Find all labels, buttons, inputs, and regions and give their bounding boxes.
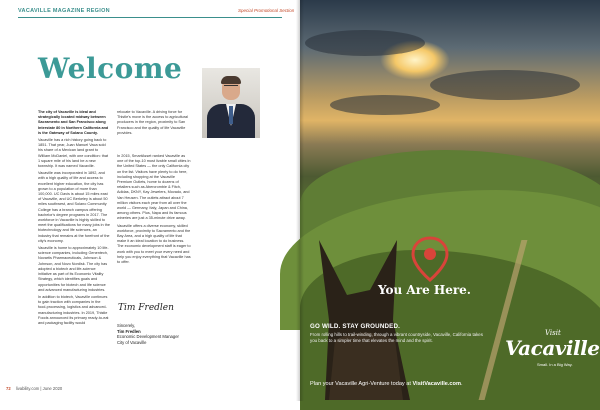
page-footer xyxy=(6,386,62,391)
ad-headline: GO WILD. STAY GROUNDED. xyxy=(310,323,401,330)
vacaville-logo: Vacaville xyxy=(505,336,600,360)
signer-name: Tim Fredlen xyxy=(117,328,141,334)
you-are-here-tagline: You Are Here. xyxy=(378,283,471,297)
logo-tagline: Small. In a Big Way. xyxy=(537,362,573,367)
ad-copy: From rolling hills to trail-winding, through a vibrant countryside, Vacaville, California takes you back to a simpler time that elevates the mind and the spirit. xyxy=(310,332,483,343)
left-page xyxy=(0,0,300,401)
signer-org: City of Vacaville xyxy=(117,339,147,345)
section-header: VACAVILLE MAGAZINE REGION xyxy=(18,8,110,14)
paragraph: Vacaville was incorporated in 1892, and with a high quality of life and access to excellent higher education, the city has grown to a population of more than 100,000. UC Davis is about 15 miles east of Vacaville, and UC Berkeley is about 50 miles southwest, and Solano Community College has a branch campus offering bachelor's degree programs in 2017. The workforce in Vacaville is highly skilled to meet the qualifications for many jobs in the biotechnology and life sciences, an industry that remains at the forefront of the city's economy. xyxy=(38,171,110,243)
cloud xyxy=(305,30,425,56)
paragraph: Vacaville is home to approximately 10 life-science companies, including Genentech, Novartis Pharmaceuticals, Johnson & Johnson, and Novo Nordisk. The city has adopted a biotech and life-science initiative as part of its Economic Vitality Strategy, which identifies goals and opportunities for biotech and life science and advanced manufacturing industries. xyxy=(38,246,109,292)
cta-suffix: . xyxy=(460,381,463,387)
page-number: 72 xyxy=(6,386,11,391)
special-section-label: Special Promotional Section xyxy=(238,8,295,13)
paragraph: Vacaville offers a diverse economy, skilled workforce, proximity to Sacramento and the Bay Area, and a high quality of life that make it an ideal location to do business. The economic development staff is eager to work with you to meet your every need and help you enjoy everything that Vacaville has to offer. xyxy=(117,223,191,265)
signer-title: Economic Development Manager xyxy=(117,334,179,339)
signature: Tim Fredlen xyxy=(118,303,174,313)
cloud xyxy=(430,70,580,100)
paragraph: In addition to biotech, Vacaville continues to gain traction with companies in the food-processing, logistics and advanced-manufacturing industries. In 2019, Thistle Foods announced its primary ready-to-eat and packaging facility would xyxy=(38,294,109,325)
cta-url-link[interactable]: VisitVacaville.com xyxy=(412,381,461,387)
salutation: Sincerely, xyxy=(117,323,136,328)
paragraph: relocate to Vacaville. A driving force for Thistle's move is the access to agricultural producers in the region, proximity to San Francisco and the quality of life Vacaville provides. xyxy=(117,110,188,135)
ad-call-to-action xyxy=(310,381,463,387)
page-gutter xyxy=(296,0,304,401)
article-column-2 xyxy=(117,154,191,267)
cloud xyxy=(330,95,440,115)
header-rule xyxy=(18,17,282,18)
paragraph: In 2015, SmartAsset ranked Vacaville as one of the top-10 most livable small cities in the United States — the only California city on the list. Visitors have plenty to do here, including shopping at the Vacaville Premium Outlets, home to dozens of retailers such as Abercrombie & Fitch, Adidas, DKNY, Kay Jewelers, Movado, and Van Heusen. The outlets attract about 7 million visitors each year from all over the world — Germany, Italy, Japan and China, among others. Plus, Napa and its famous wineries are just a 35-minute drive away. xyxy=(117,154,191,221)
cta-prefix: Plan your Vacaville Agri-Venture today at xyxy=(310,381,413,387)
logo-visit-text: Visit xyxy=(545,329,561,337)
paragraph: Vacaville has a rich history going back to 1851. That year, Juan Manuel Vaca sold his share of a Mexican land grant to William McDaniel, with one condition: that 1 square mile of his land be a new township. It was named Vacaville. xyxy=(38,138,109,169)
dog-silhouette xyxy=(315,200,425,400)
lead-paragraph: The city of Vacaville is ideal and strategically located midway between Sacramento and San Francisco along Interstate 80 in Northern California and is the Gateway of Solano County. xyxy=(38,110,109,135)
location-pin-icon xyxy=(410,236,450,282)
signature-block xyxy=(117,323,179,345)
article-column-1 xyxy=(38,110,110,328)
page-title: Welcome xyxy=(38,52,183,85)
article-column-2-top xyxy=(117,110,189,138)
portrait-photo xyxy=(202,68,260,138)
footer-text: livability.com | June 2020 xyxy=(15,386,63,391)
